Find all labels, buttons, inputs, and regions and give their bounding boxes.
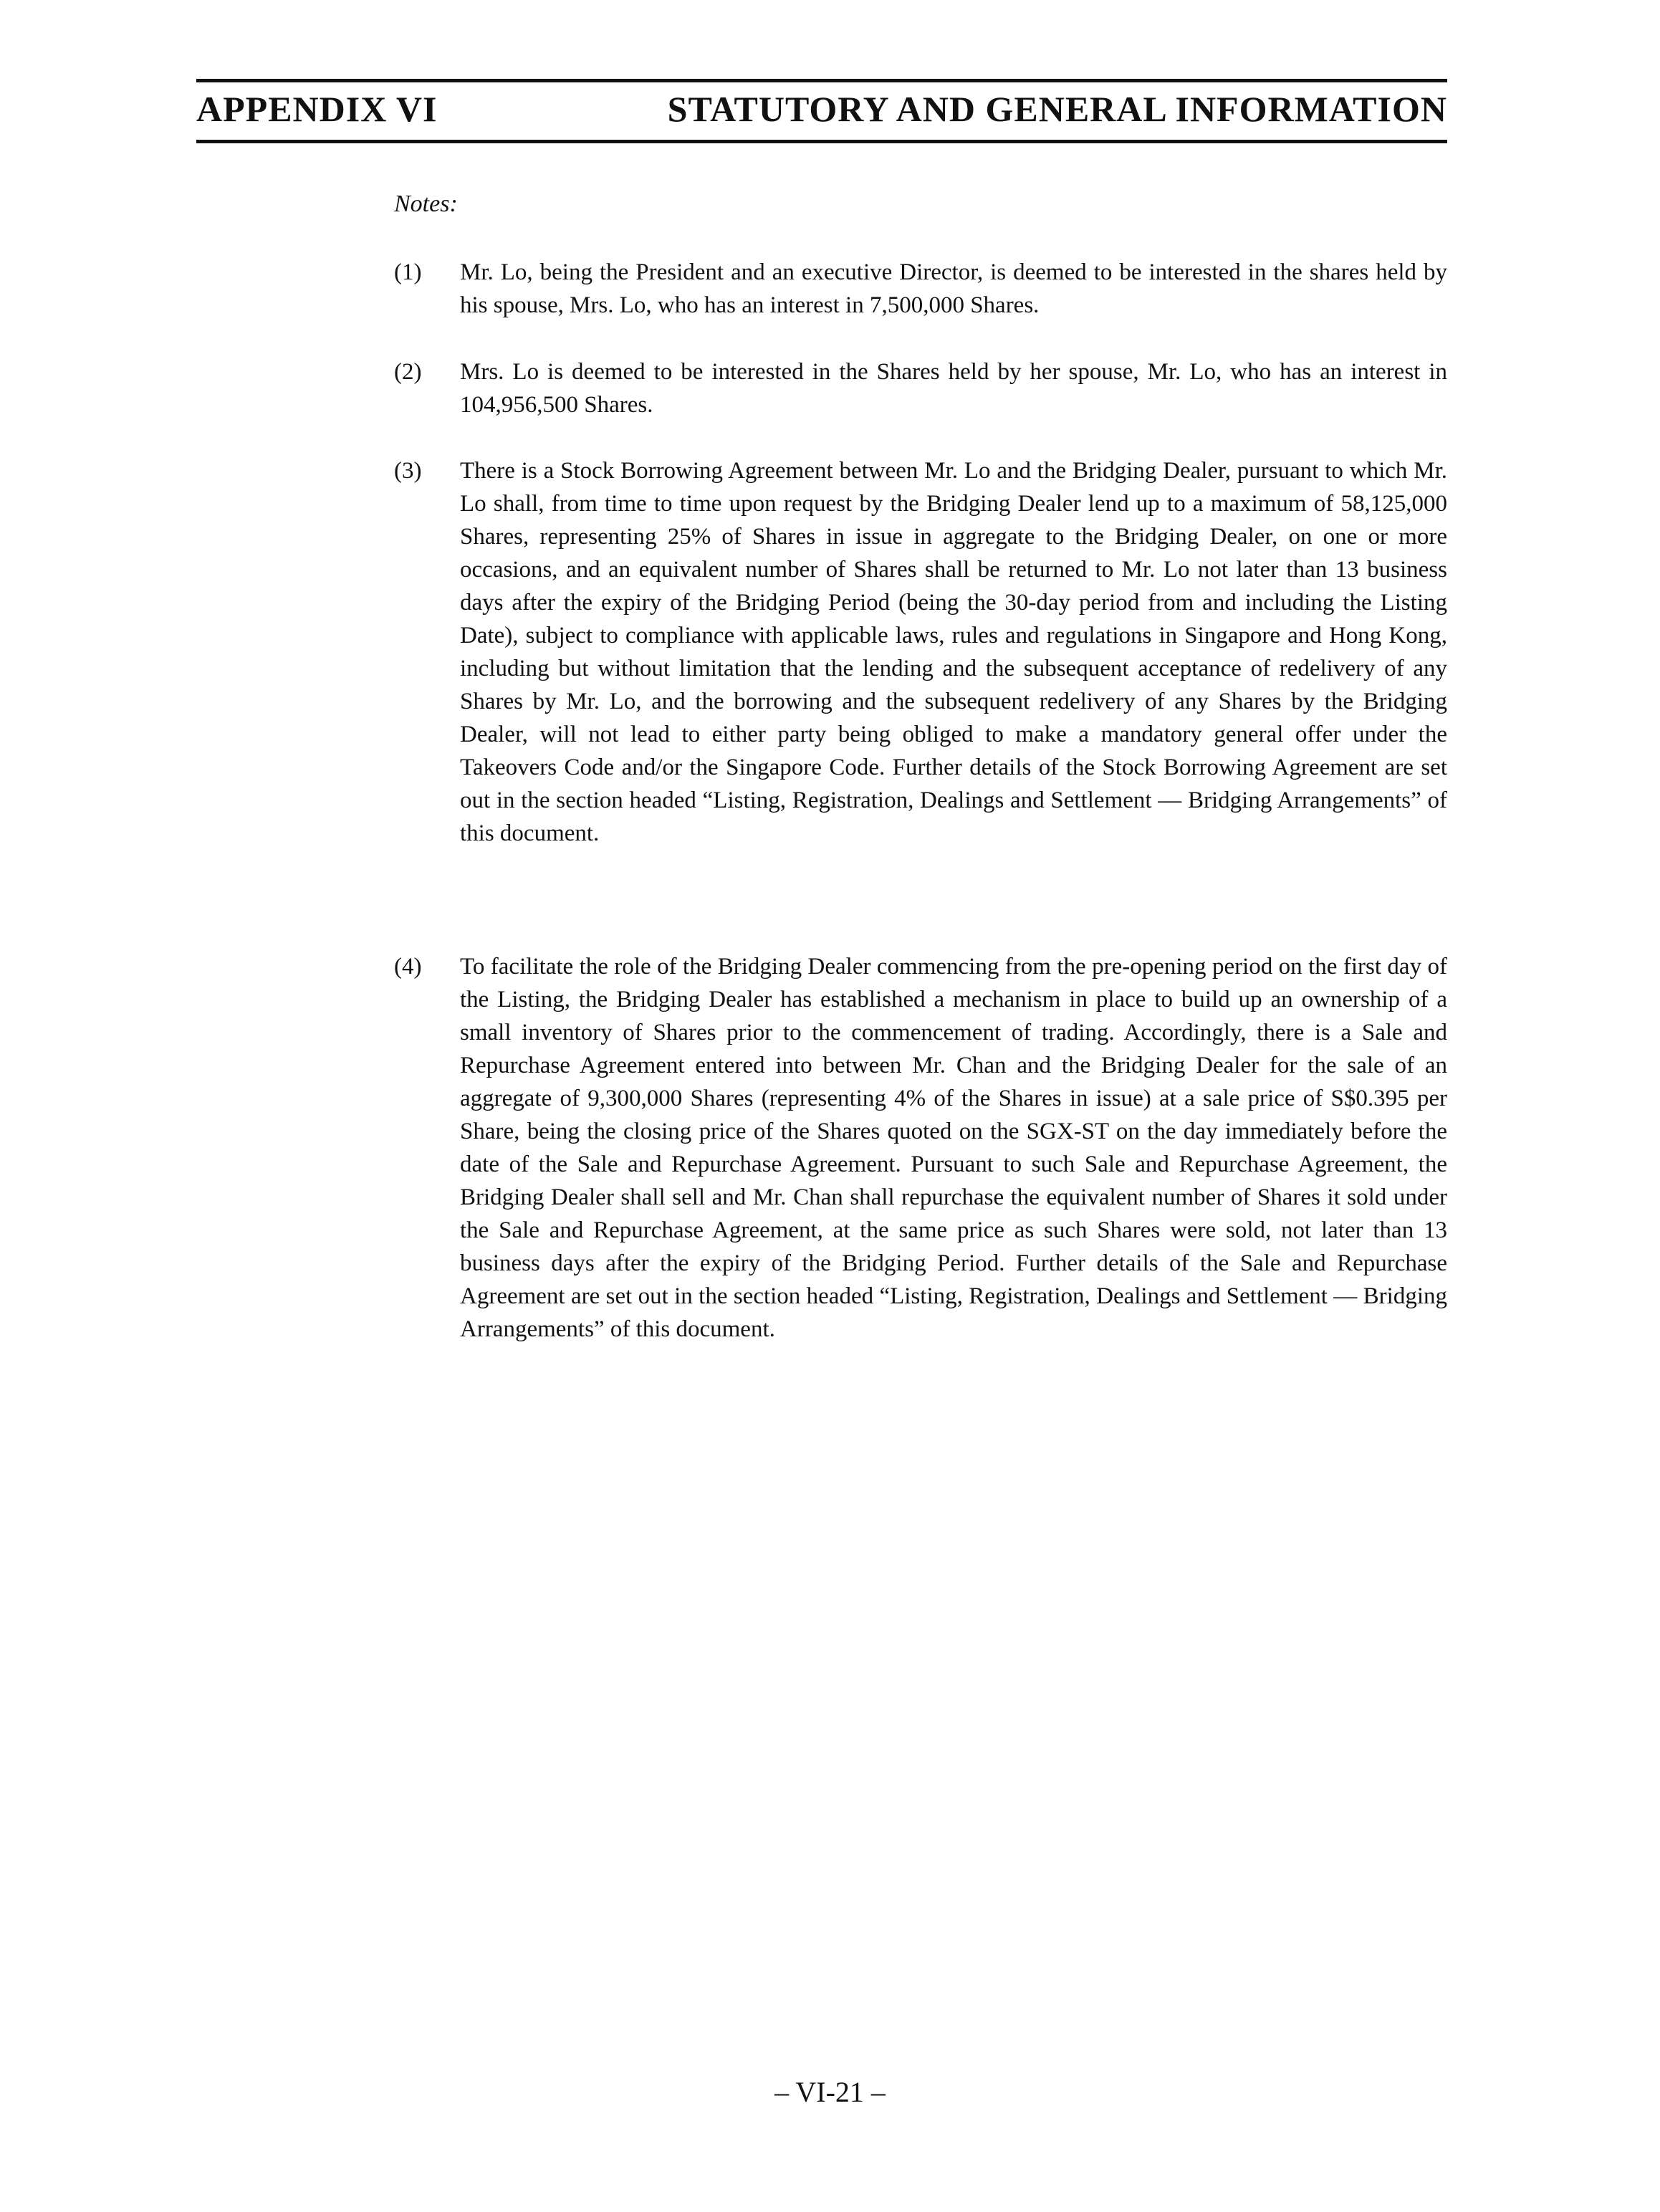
note-item	[394, 256, 1447, 322]
notes-heading: Notes:	[394, 191, 458, 217]
note-number: (4)	[394, 954, 422, 980]
page-number: – VI-21 –	[774, 2076, 886, 2108]
note-text: Mr. Lo, being the President and an executive Director, is deemed to be interested in the shares held by his spouse, Mrs. Lo, who has an interest in 7,500,000 Shares.	[460, 259, 1447, 318]
note-text: Mrs. Lo is deemed to be interested in the Shares held by her spouse, Mr. Lo, who has an interest in 104,956,500 Shares.	[460, 359, 1447, 418]
note-item	[394, 950, 1447, 1346]
section-title: STATUTORY AND GENERAL INFORMATION	[667, 89, 1447, 129]
note-text: To facilitate the role of the Bridging Dealer commencing from the pre-opening period on the first day of the Listing, the Bridging Dealer has established a mechanism in place to build up an ownership of a small inventory of Shares prior to the commencement of trading. Accordingly, there is a Sale and Repurchase Agreement entered into between Mr. Chan and the Bridging Dealer for the sale of an aggregate of 9,300,000 Shares (representing 4% of the Shares in issue) at a sale price of S$0.395 per Share, being the closing price of the Shares quoted on the SGX-ST on the day immediately before the date of the Sale and Repurchase Agreement. Pursuant to such Sale and Repurchase Agreement, the Bridging Dealer shall sell and Mr. Chan shall repurchase the equivalent number of Shares it sold under the Sale and Repurchase Agreement, at the same price as such Shares were sold, not later than 13 business days after the expiry of the Bridging Period. Further details of the Sale and Repurchase Agreement are set out in the section headed “Listing, Registration, Dealings and Settlement — Bridging Arrangements” of this document.	[460, 954, 1447, 1342]
page-header	[196, 79, 1447, 143]
note-number: (1)	[394, 259, 422, 285]
note-number: (3)	[394, 458, 422, 484]
note-item	[394, 355, 1447, 421]
note-item	[394, 454, 1447, 850]
note-number: (2)	[394, 359, 422, 385]
note-text: There is a Stock Borrowing Agreement between Mr. Lo and the Bridging Dealer, pursuant to which Mr. Lo shall, from time to time upon request by the Bridging Dealer lend up to a maximum of 58,125,000 Shares, representing 25% of Shares in issue in aggregate to the Bridging Dealer, on one or more occasions, and an equivalent number of Shares shall be returned to Mr. Lo not later than 13 business days after the expiry of the Bridging Period (being the 30-day period from and including the Listing Date), subject to compliance with applicable laws, rules and regulations in Singapore and Hong Kong, including but without limitation that the lending and the subsequent acceptance of redelivery of any Shares by Mr. Lo, and the borrowing and the subsequent redelivery of any Shares by the Bridging Dealer, will not lead to either party being obliged to make a mandatory general offer under the Takeovers Code and/or the Singapore Code. Further details of the Stock Borrowing Agreement are set out in the section headed “Listing, Registration, Dealings and Settlement — Bridging Arrangements” of this document.	[460, 458, 1447, 846]
appendix-label: APPENDIX VI	[196, 89, 438, 129]
